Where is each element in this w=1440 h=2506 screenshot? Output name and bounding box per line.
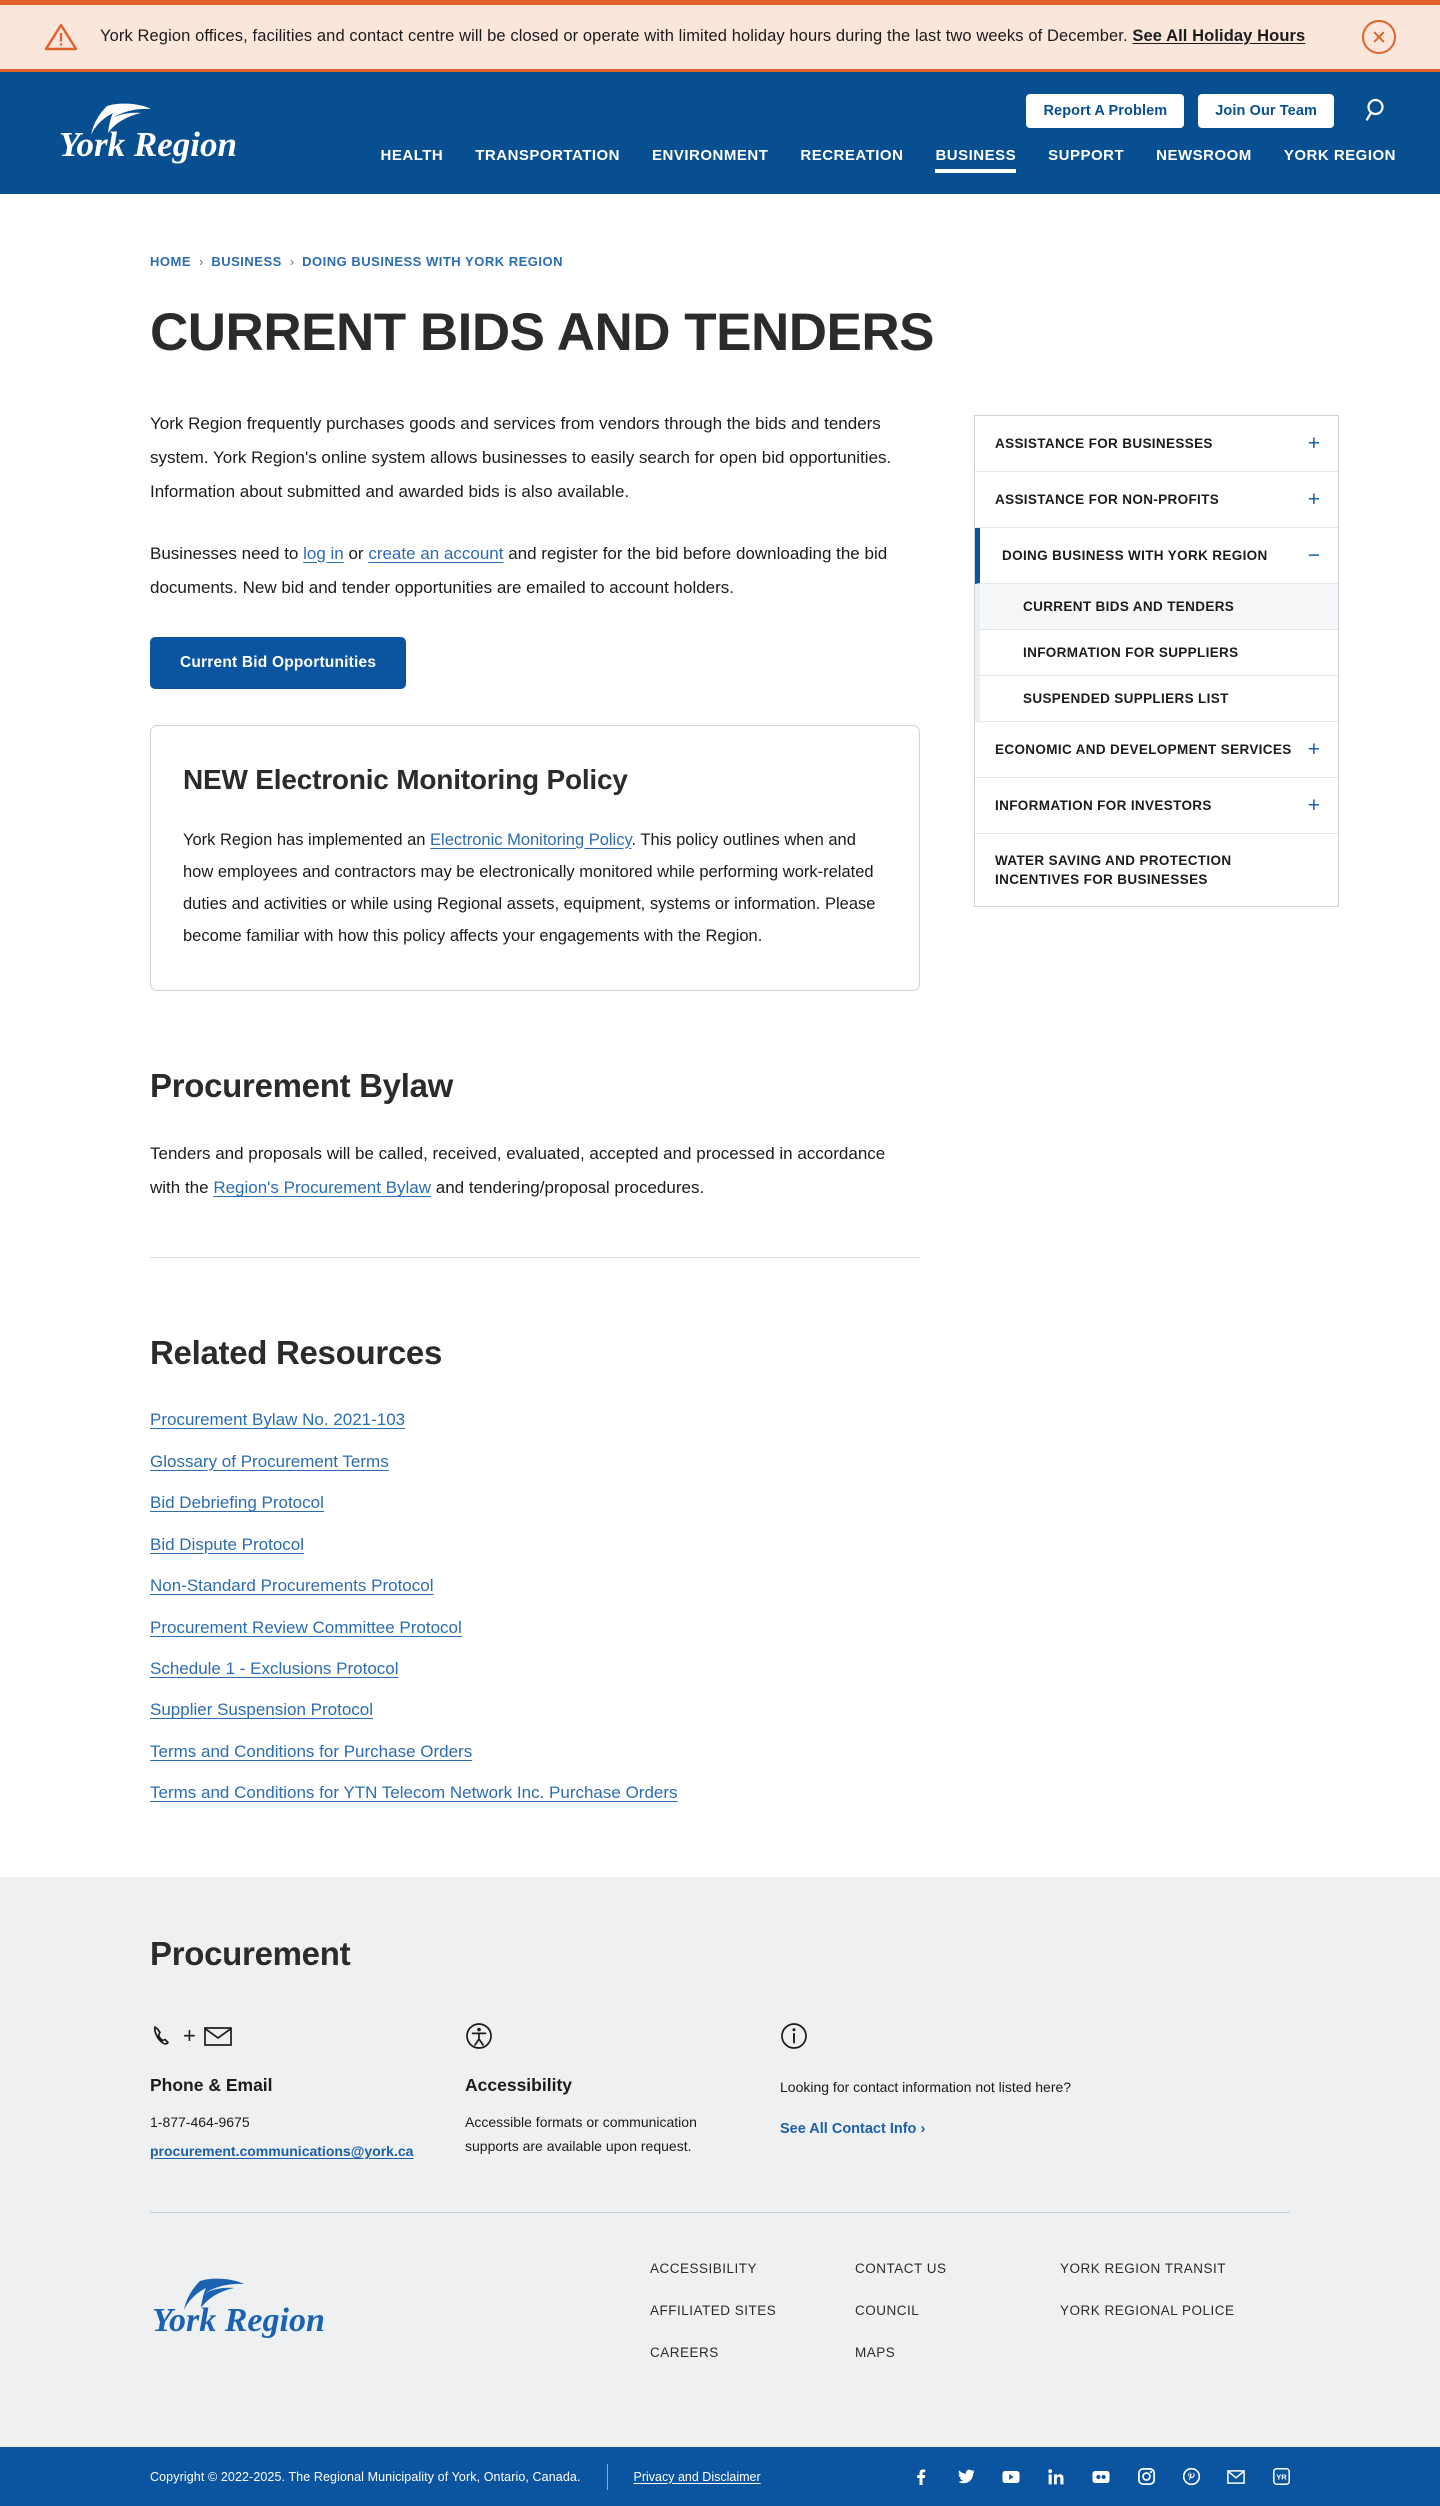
sidebar-item-information-for-investors[interactable]	[975, 778, 1338, 834]
footer-link-council[interactable]: COUNCIL	[855, 2303, 920, 2318]
instagram-icon[interactable]	[1137, 2468, 1155, 2486]
list-item	[150, 1529, 920, 1560]
sidebar-item-water-saving-and-protection-incentives[interactable]	[975, 834, 1338, 906]
sidebar-accordion	[974, 415, 1339, 907]
nav-item-transportation[interactable]: TRANSPORTATION	[475, 147, 621, 164]
contact-columns	[150, 2019, 1290, 2164]
email-link[interactable]: procurement.communications@york.ca	[150, 2143, 414, 2160]
list-item	[150, 1446, 920, 1477]
list-item	[150, 1736, 920, 1767]
search-button[interactable]	[1354, 90, 1396, 132]
current-bid-opportunities-button[interactable]: Current Bid Opportunities	[150, 637, 406, 689]
accessibility-icon	[465, 2019, 750, 2053]
sidebar-item-economic-and-development-services[interactable]	[975, 722, 1338, 778]
sidebar-item-label: DOING BUSINESS WITH YORK REGION	[1002, 547, 1268, 563]
sidebar-item-label: ECONOMIC AND DEVELOPMENT SERVICES	[995, 741, 1292, 757]
page-title: CURRENT BIDS AND TENDERS	[150, 303, 935, 362]
contact-info-text: Looking for contact information not listed here?	[780, 2078, 1072, 2095]
plus-icon: +	[1307, 487, 1320, 511]
regions-procurement-bylaw-link[interactable]: Region's Procurement Bylaw	[213, 1178, 432, 1198]
sidebar-item-information-for-suppliers[interactable]: INFORMATION FOR SUPPLIERS	[975, 630, 1338, 676]
chevron-right-icon: ›	[920, 2121, 926, 2138]
accessibility-title: Accessibility	[465, 2074, 572, 2095]
content-wrapper	[0, 194, 1440, 1877]
resource-link-terms-purchase-orders[interactable]: Terms and Conditions for Purchase Orders	[150, 1741, 473, 1761]
close-alert-button[interactable]	[1362, 20, 1396, 54]
resource-link-procurement-bylaw-no[interactable]: Procurement Bylaw No. 2021-103	[150, 1410, 406, 1430]
plus-icon: +	[1307, 793, 1320, 817]
see-all-contact-info-label: See All Contact Info	[780, 2121, 917, 2138]
intro-paragraph-2	[150, 537, 920, 605]
holiday-alert-banner	[0, 0, 1440, 72]
youtube-icon[interactable]	[1002, 2468, 1020, 2486]
nav-item-newsroom[interactable]: NEWSROOM	[1156, 147, 1252, 164]
plus-icon: +	[1307, 737, 1320, 761]
contact-accessibility-column	[465, 2019, 780, 2164]
yr-icon[interactable]	[1272, 2468, 1290, 2486]
breadcrumb-home[interactable]: HOME	[150, 254, 191, 269]
electronic-monitoring-policy-card	[150, 725, 920, 992]
intro-paragraph-1	[150, 407, 920, 509]
twitter-icon[interactable]	[957, 2468, 975, 2486]
sidebar-item-doing-business-with-york-region[interactable]	[975, 528, 1338, 584]
main-navigation	[381, 147, 1396, 175]
privacy-and-disclaimer-link[interactable]: Privacy and Disclaimer	[633, 2469, 761, 2484]
resource-link-glossary[interactable]: Glossary of Procurement Terms	[150, 1451, 389, 1471]
breadcrumb-doing-business[interactable]: DOING BUSINESS WITH YORK REGION	[302, 254, 563, 269]
report-a-problem-button[interactable]: Report A Problem	[1026, 94, 1184, 128]
minus-icon: −	[1307, 543, 1320, 567]
section-divider	[150, 1257, 920, 1258]
email-icon[interactable]	[1227, 2468, 1245, 2486]
footer-links-row	[150, 2213, 1290, 2421]
pinterest-icon[interactable]	[1182, 2468, 1200, 2486]
footer-contact-heading: Procurement	[150, 1934, 351, 1972]
policy-card-body	[183, 824, 885, 953]
list-item	[150, 1612, 920, 1643]
procurement-bylaw-heading: Procurement Bylaw	[150, 1067, 454, 1105]
footer-link-maps[interactable]: MAPS	[855, 2345, 896, 2360]
alert-text	[100, 25, 1344, 49]
accessibility-text: Accessible formats or communication supports are available upon request.	[465, 2113, 697, 2155]
facebook-icon[interactable]	[912, 2468, 930, 2486]
two-column-layout	[150, 407, 1380, 1819]
related-resources-list	[150, 1404, 920, 1808]
policy-body-a: York Region has implemented an	[183, 830, 431, 849]
intro-paragraph-1-text: York Region frequently purchases goods and services from vendors through the bids and tenders system. York Region's online system allows businesses to easily search for open bid opportunities. Information about submitted and awarded bids is also available.	[150, 413, 892, 501]
social-links	[912, 2468, 1290, 2486]
copyright-text: Copyright © 2022-2025. The Regional Municipality of York, Ontario, Canada.	[150, 2469, 581, 2484]
info-circle-icon	[780, 2019, 1080, 2053]
linkedin-icon[interactable]	[1047, 2468, 1065, 2486]
intro-p2-text-a: Businesses need to	[150, 543, 304, 563]
plus-separator: +	[183, 2022, 196, 2048]
see-all-contact-info-link[interactable]	[780, 2121, 925, 2137]
list-item	[150, 1653, 920, 1684]
policy-card-heading: NEW Electronic Monitoring Policy	[183, 763, 628, 795]
bylaw-body-b: and tendering/proposal procedures.	[431, 1178, 705, 1198]
footer-link-careers[interactable]: CAREERS	[650, 2345, 719, 2360]
footer-links-column-3	[1060, 2261, 1290, 2345]
intro-p2-text-b: or	[343, 543, 369, 563]
related-resources-heading: Related Resources	[150, 1334, 443, 1372]
svg-text:York Region: York Region	[59, 125, 237, 164]
nav-item-support[interactable]: SUPPORT	[1048, 147, 1125, 164]
create-an-account-link[interactable]: create an account	[368, 543, 504, 563]
footer-link-affiliated-sites[interactable]: AFFILIATED SITES	[650, 2303, 777, 2318]
contact-phone-email-column	[150, 2019, 465, 2164]
resource-link-bid-dispute[interactable]: Bid Dispute Protocol	[150, 1534, 305, 1554]
footer-link-york-regional-police[interactable]: YORK REGIONAL POLICE	[1060, 2303, 1235, 2318]
footer-link-contact-us[interactable]: CONTACT US	[855, 2261, 947, 2276]
electronic-monitoring-policy-link[interactable]: Electronic Monitoring Policy	[430, 830, 632, 849]
resource-link-schedule-1[interactable]: Schedule 1 - Exclusions Protocol	[150, 1658, 399, 1678]
warning-triangle-icon	[44, 22, 78, 52]
svg-text:York Region: York Region	[152, 2302, 325, 2339]
sidebar-item-suspended-suppliers-list[interactable]: SUSPENDED SUPPLIERS LIST	[975, 676, 1338, 722]
sidebar-sublist	[975, 584, 1338, 722]
see-all-holiday-hours-link[interactable]: See All Holiday Hours	[1132, 27, 1306, 46]
nav-item-health[interactable]: HEALTH	[380, 147, 444, 164]
nav-item-business[interactable]: BUSINESS	[935, 147, 1016, 175]
close-icon	[1371, 29, 1387, 45]
resource-link-bid-debriefing[interactable]: Bid Debriefing Protocol	[150, 1493, 324, 1513]
bylaw-body-a: Tenders and proposals will be called, received, evaluated, accepted and processed in accordance with the	[150, 1144, 886, 1198]
phone-number: 1-877-464-9675	[150, 2113, 250, 2130]
alert-message: York Region offices, facilities and contact centre will be closed or operate with limited holiday hours during the last two weeks of December.	[100, 27, 1128, 46]
svg-text:YR: YR	[1275, 2472, 1287, 2482]
header-actions	[1026, 90, 1396, 132]
breadcrumb	[150, 194, 1380, 269]
list-item	[150, 1777, 920, 1808]
search-icon	[1362, 97, 1388, 126]
copyright-bar	[0, 2447, 1440, 2506]
sidebar-item-label: INFORMATION FOR INVESTORS	[995, 797, 1212, 813]
site-header	[0, 72, 1440, 194]
nav-item-york-region[interactable]: YORK REGION	[1283, 147, 1396, 164]
phone-email-title: Phone & Email	[150, 2074, 273, 2095]
chevron-right-icon: ›	[199, 254, 204, 269]
resource-link-supplier-suspension[interactable]: Supplier Suspension Protocol	[150, 1700, 374, 1720]
flickr-icon[interactable]	[1092, 2468, 1110, 2486]
footer-links-column-2	[855, 2261, 1060, 2387]
footer-links-column-1	[650, 2261, 855, 2387]
plus-icon: +	[1307, 431, 1320, 455]
sidebar-item-label: WATER SAVING AND PROTECTION INCENTIVES FOR BUSINESSES	[995, 852, 1232, 887]
nav-item-recreation[interactable]: RECREATION	[800, 147, 904, 164]
sidebar-item-assistance-for-businesses[interactable]	[975, 416, 1338, 472]
york-region-logo[interactable]	[55, 100, 260, 168]
main-column	[150, 407, 920, 1819]
sidebar-item-assistance-for-non-profits[interactable]	[975, 472, 1338, 528]
footer-contact-band	[0, 1877, 1440, 2447]
footer-link-york-region-transit[interactable]: YORK REGION TRANSIT	[1060, 2261, 1227, 2276]
policy-body-b: . This policy outlines when and how employees and contractors may be electronically monitored while performing work-related duties and activities or while using Regional assets, equipment, systems or information. Please become familiar with how this policy affects your engagements with the Region.	[183, 830, 876, 946]
chevron-right-icon: ›	[289, 254, 295, 269]
list-item	[150, 1570, 920, 1601]
nav-item-environment[interactable]: ENVIRONMENT	[652, 147, 769, 164]
list-item	[150, 1487, 920, 1518]
footer-york-region-logo[interactable]	[150, 2261, 480, 2346]
phone-plus-mail-icon	[150, 2019, 435, 2053]
breadcrumb-business[interactable]: BUSINESS	[211, 254, 282, 269]
intro-p2-text-c: and register for the bid before downloading the bid documents. New bid and tender opportunities are emailed to account holders.	[150, 543, 888, 597]
log-in-link[interactable]: log in	[303, 543, 344, 563]
join-our-team-button[interactable]: Join Our Team	[1198, 94, 1334, 128]
list-item	[150, 1404, 920, 1435]
resource-link-non-standard[interactable]: Non-Standard Procurements Protocol	[150, 1576, 434, 1596]
sidebar-item-label: ASSISTANCE FOR BUSINESSES	[995, 435, 1213, 451]
copyright-divider	[607, 2464, 608, 2490]
resource-link-review-committee[interactable]: Procurement Review Committee Protocol	[150, 1617, 462, 1637]
footer-link-accessibility[interactable]: ACCESSIBILITY	[650, 2261, 758, 2276]
procurement-bylaw-paragraph	[150, 1137, 920, 1205]
sidebar	[974, 415, 1339, 907]
contact-info-column	[780, 2019, 1110, 2164]
sidebar-item-label: ASSISTANCE FOR NON-PROFITS	[995, 491, 1220, 507]
list-item	[150, 1694, 920, 1725]
resource-link-terms-ytn[interactable]: Terms and Conditions for YTN Telecom Network Inc. Purchase Orders	[150, 1783, 678, 1803]
sidebar-item-current-bids-and-tenders[interactable]: CURRENT BIDS AND TENDERS	[975, 584, 1338, 630]
